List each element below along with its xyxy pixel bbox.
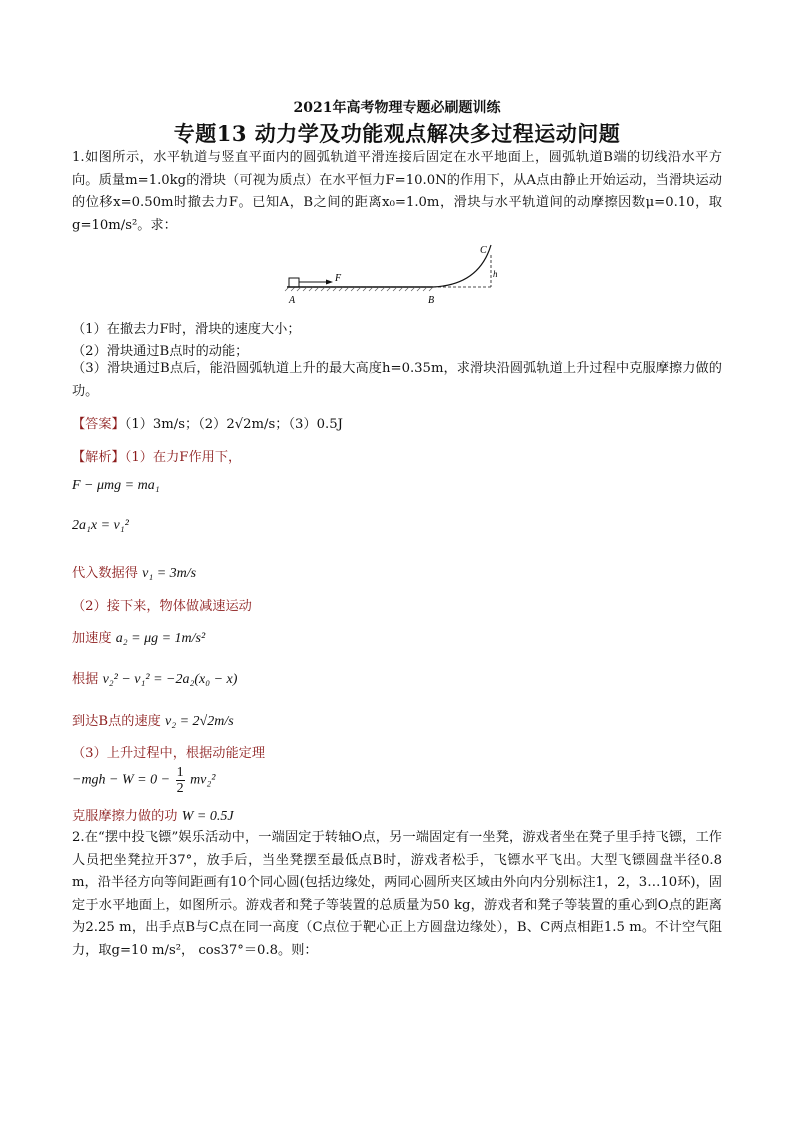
acceleration-label: 加速度 [72,631,112,646]
label-F: F [335,273,342,284]
equation-2: 2a₁x = v₁² [72,518,129,533]
answer-line [72,413,343,432]
analysis-step-3: （3）上升过程中，根据动能定理 [72,746,266,761]
reach-label: 到达B点的速度 [72,714,161,729]
label-A: A [289,295,296,306]
track-diagram [283,237,503,309]
equation-8: W = 0.5J [181,809,234,824]
equation-6: v₂ = 2√2m/s [165,714,234,729]
work-label: 克服摩擦力做的功 [72,809,178,824]
analysis-step-1: （1）在力F作用下， [124,450,242,465]
equation-1: F − μmg = ma₁ [72,478,160,493]
document-header: 2021年高考物理专题必刷题训练 [293,100,501,116]
substitute-label: 代入数据得 [72,566,138,581]
result-line-1 [72,562,196,582]
document-title: 专题13 动力学及功能观点解决多过程运动问题 [173,121,621,146]
answer-label: 【答案】 [72,417,125,432]
question-2-stem: 2.在“摆中投飞镖”娱乐活动中，一端固定于转轴O点，另一端固定有一坐凳，游戏者坐在凳子里手持飞镖，工作人员把坐凳拉开37°，放手后，当坐凳摆至最低点B时，游戏者松手，飞镖水平飞出。大型飞镖圆盘半径0.8 m，沿半径方向等间距画有10个同心圆(包括边缘处，两同心圆所夹区域由外向内分别标注1，2，3…10环)，固定于水平地面上，如图所示。游戏者和凳子等装置的总质量为50 kg，游戏者和凳子等装置的重心到O点的距离为2.25 m，出手点B与C点在同一高度（C点位于靶心正上方圆盘边缘处），B、C两点相距1.5 m。不计空气阻力，取g=10 m/s²， cos37°＝0.8。则： [72,830,722,958]
label-B: B [428,295,435,306]
slider-block [289,278,299,287]
analysis-label: 【解析】 [72,450,125,465]
analysis-step-2: （2）接下来，物体做减速运动 [72,599,252,614]
sub-question-2: （2）滑块通过B点时的动能； [72,344,249,359]
answer-text: （1）3m/s；（2）2√2m/s；（3）0.5J [124,417,343,432]
equation-4: a₂ = μg = 1m/s² [115,631,206,646]
sub-question-3: （3）滑块通过B点后，能沿圆弧轨道上升的最大高度h=0.35m，求滑块沿圆弧轨道上升过程中克服摩擦力做的功。 [72,361,722,399]
velocity-B-line [72,710,234,730]
analysis-line-1 [72,446,241,465]
equation-5: v₂² − v₁² = −2a₂(x₀ − x) [102,672,238,687]
according-line [72,668,237,688]
equation-3: v₁ = 3m/s [142,566,197,581]
according-label: 根据 [72,672,99,687]
equation-7: −mgh − W = 0 − $\frac{1}{2}$ mv₂² [72,765,216,796]
sub-question-1: （1）在撤去力F时，滑块的速度大小； [72,322,301,337]
label-C: C [480,245,487,256]
acceleration-line [72,627,205,647]
work-line [72,805,234,825]
force-arrow-head [326,280,333,285]
fraction-half: $\frac{1}{2}$ [176,765,184,796]
label-h: h [493,269,498,279]
question-1-stem: 1.如图所示，水平轨道与竖直平面内的圆弧轨道平滑连接后固定在水平地面上，圆弧轨道B端的切线沿水平方向。质量m=1.0kg的滑块（可视为质点）在水平恒力F=10.0N的作用下，从A点由静止开始运动，当滑块运动的位移x=0.50m时撤去力F。已知A，B之间的距离x₀=1.0m，滑块与水平轨道间的动摩擦因数μ=0.10，取g=10m/s²。求： [72,150,722,233]
